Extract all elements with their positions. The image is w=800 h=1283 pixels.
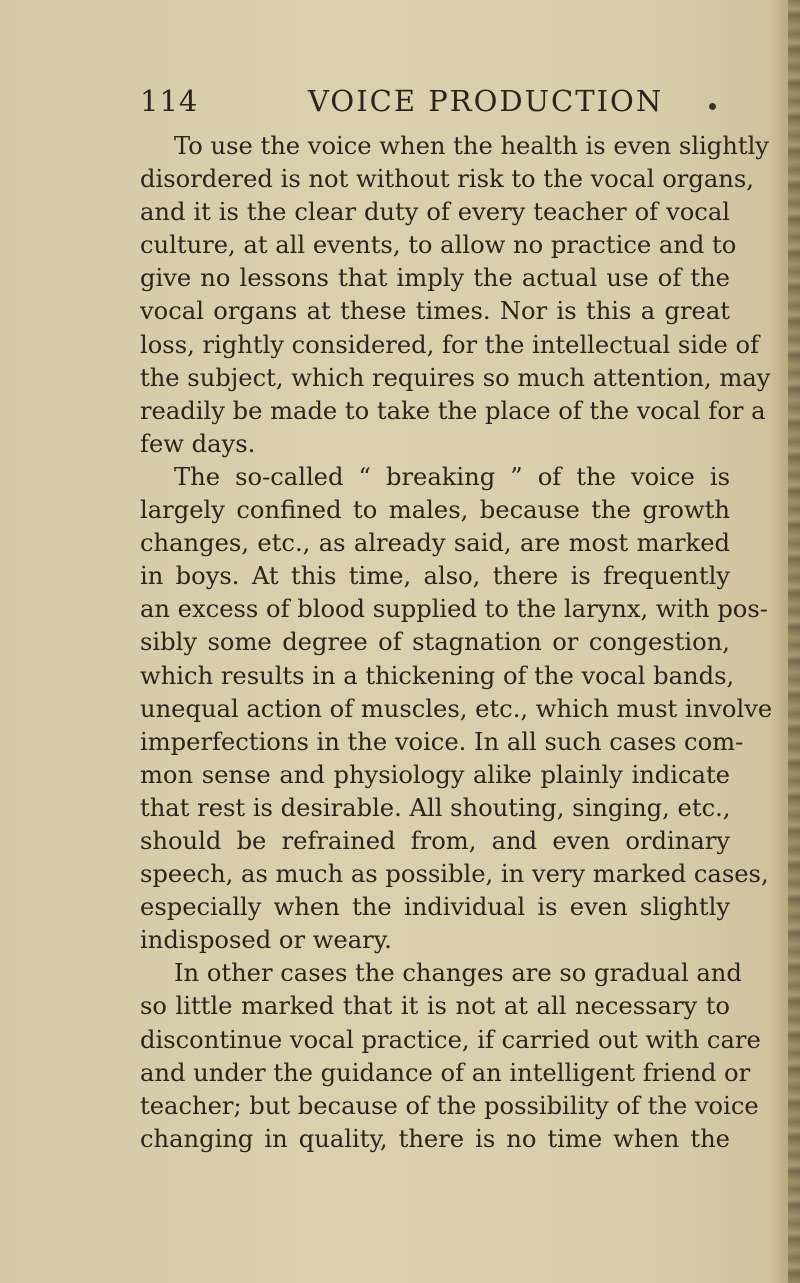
text-line: sibly some degree of stagnation or congestion, (140, 628, 730, 657)
text-line: that rest is desirable. All shouting, singing, etc., (140, 793, 731, 822)
page-header (140, 84, 720, 124)
text-line: especially when the individual is even slightly (140, 893, 730, 922)
text-line: few days. (140, 429, 256, 458)
text-line: vocal organs at these times. Nor is this a great (140, 297, 730, 326)
text-line: disordered is not without risk to the vocal organs, (140, 165, 754, 194)
text-line: should be refrained from, and even ordinary (140, 826, 730, 855)
ink-dot (709, 103, 716, 110)
text-line: the subject, which requires so much attention, may (140, 363, 771, 392)
text-line: teacher; but because of the possibility of the voice (140, 1091, 759, 1120)
text-line: give no lessons that imply the actual use of the (140, 264, 730, 293)
text-line: culture, at all events, to allow no practice and to (140, 231, 737, 260)
page-number: 114 (140, 84, 199, 118)
text-line: which results in a thickening of the vocal bands, (140, 661, 735, 690)
body-text (140, 130, 773, 1156)
text-line: and it is the clear duty of every teacher of vocal (140, 198, 730, 227)
text-line: speech, as much as possible, in very marked cases, (140, 860, 769, 889)
text-line: discontinue vocal practice, if carried out with care (140, 1025, 761, 1054)
page-edge (788, 0, 800, 1283)
text-line: The so-called “ breaking ” of the voice is (174, 462, 730, 491)
text-line: In other cases the changes are so gradual and (174, 959, 742, 988)
text-line: largely confined to males, because the growth (140, 496, 730, 525)
text-line: changing in quality, there is no time when the (140, 1124, 730, 1153)
text-line: loss, rightly considered, for the intellectual side of (140, 330, 760, 359)
text-line: To use the voice when the health is even slightly (174, 132, 769, 160)
text-line: readily be made to take the place of the vocal for a (140, 396, 766, 425)
text-line: an excess of blood supplied to the larynx, with pos- (140, 595, 768, 624)
text-line: so little marked that it is not at all necessary to (140, 992, 730, 1021)
running-head: VOICE PRODUCTION (308, 84, 664, 118)
text-line: and under the guidance of an intelligent friend or (140, 1058, 751, 1087)
text-line: mon sense and physiology alike plainly indicate (140, 760, 730, 789)
text-line: unequal action of muscles, etc., which must involve (140, 694, 773, 723)
text-line: imperfections in the voice. In all such cases com- (140, 727, 744, 756)
text-line: changes, etc., as already said, are most marked (140, 529, 730, 558)
text-line: indisposed or weary. (140, 926, 392, 955)
text-line: in boys. At this time, also, there is frequently (140, 562, 730, 591)
